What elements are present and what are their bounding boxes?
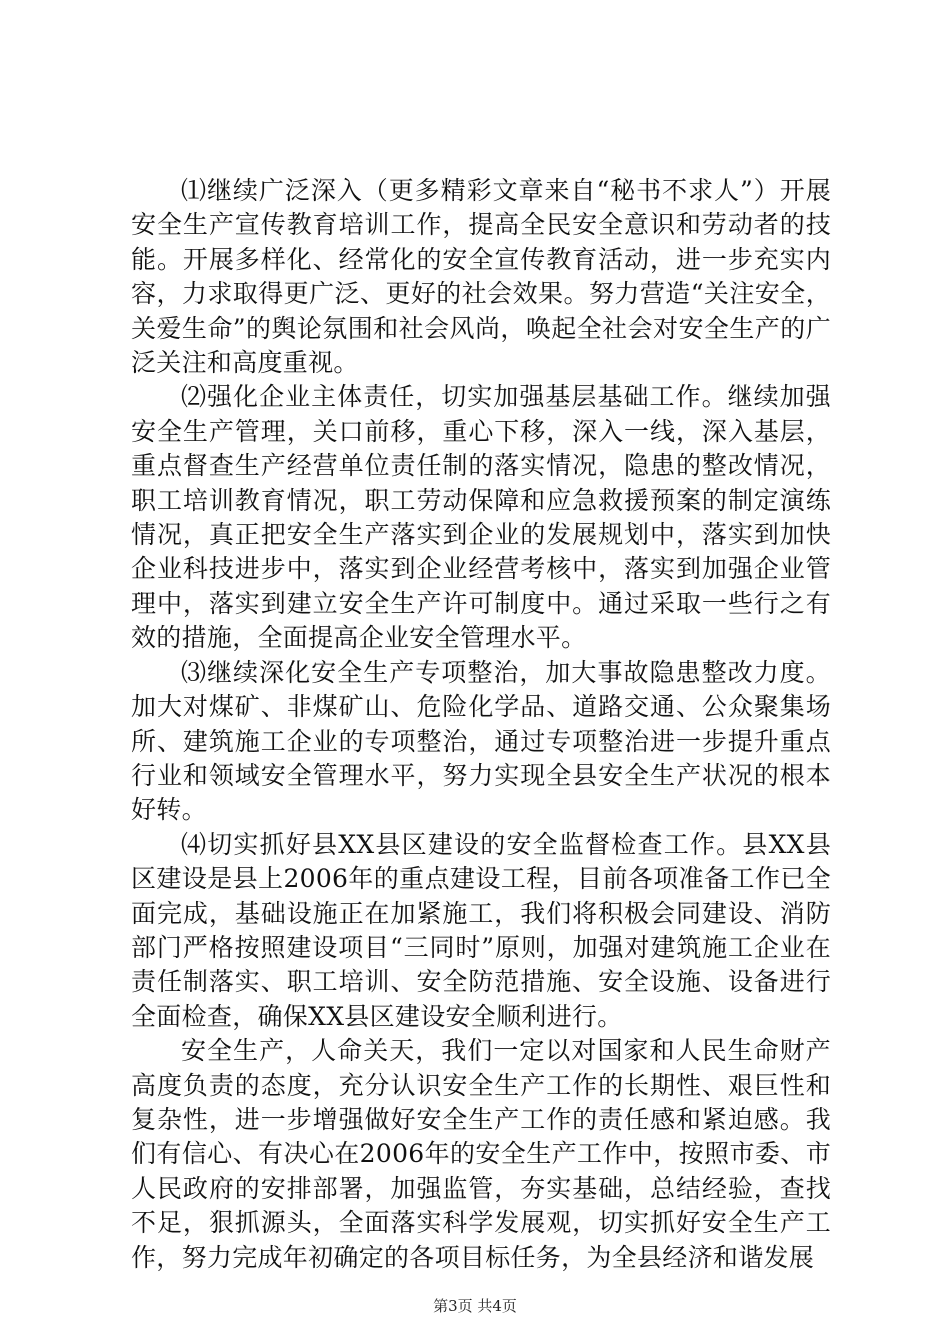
page-footer: 第3页 共4页 <box>433 1297 517 1315</box>
paragraph-5: 安全生产，人命关天，我们一定以对国家和人民生命财产高度负责的态度，充分认识安全生产工作的长期性、艰巨性和复杂性，进一步增强做好安全生产工作的责任感和紧迫感。我们有信心、有决心在2006年的安全生产工作中，按照市委、市人民政府的安排部署，加强监管，夯实基础，总结经验，查找不足，狠抓源头，全面落实科学发展观，切实抓好安全生产工作，努力完成年初确定的各项目标任务，为全县经济和谐发展 <box>131 1036 831 1272</box>
paragraph-3: ⑶继续深化安全生产专项整治，加大事故隐患整改力度。加大对煤矿、非煤矿山、危险化学品、道路交通、公众聚集场所、建筑施工企业的专项整治，通过专项整治进一步提升重点行业和领域安全管理水平，努力实现全县安全生产状况的根本好转。 <box>131 657 831 825</box>
paragraph-4: ⑷切实抓好县XX县区建设的安全监督检查工作。县XX县区建设是县上2006年的重点建设工程，目前各项准备工作已全面完成，基础设施正在加紧施工，我们将积极会同建设、消防部门严格按照建设项目“三同时”原则，加强对建筑施工企业在责任制落实、职工培训、安全防范措施、安全设施、设备进行全面检查，确保XX县区建设安全顺利进行。 <box>131 829 831 1031</box>
document-body <box>131 174 831 1275</box>
paragraph-2: ⑵强化企业主体责任，切实加强基层基础工作。继续加强安全生产管理，关口前移，重心下移，深入一线，深入基层，重点督查生产经营单位责任制的落实情况，隐患的整改情况，职工培训教育情况，职工劳动保障和应急救援预案的制定演练情况，真正把安全生产落实到企业的发展规划中，落实到加快企业科技进步中，落实到企业经营考核中，落实到加强企业管理中，落实到建立安全生产许可制度中。通过采取一些行之有效的措施，全面提高企业安全管理水平。 <box>131 382 831 653</box>
paragraph-1: ⑴继续广泛深入（更多精彩文章来自“秘书不求人”）开展安全生产宣传教育培训工作，提高全民安全意识和劳动者的技能。开展多样化、经常化的安全宣传教育活动，进一步充实内容，力求取得更广泛、更好的社会效果。努力营造“关注安全，关爱生命”的舆论氛围和社会风尚，唤起全社会对安全生产的广泛关注和高度重视。 <box>131 176 831 378</box>
